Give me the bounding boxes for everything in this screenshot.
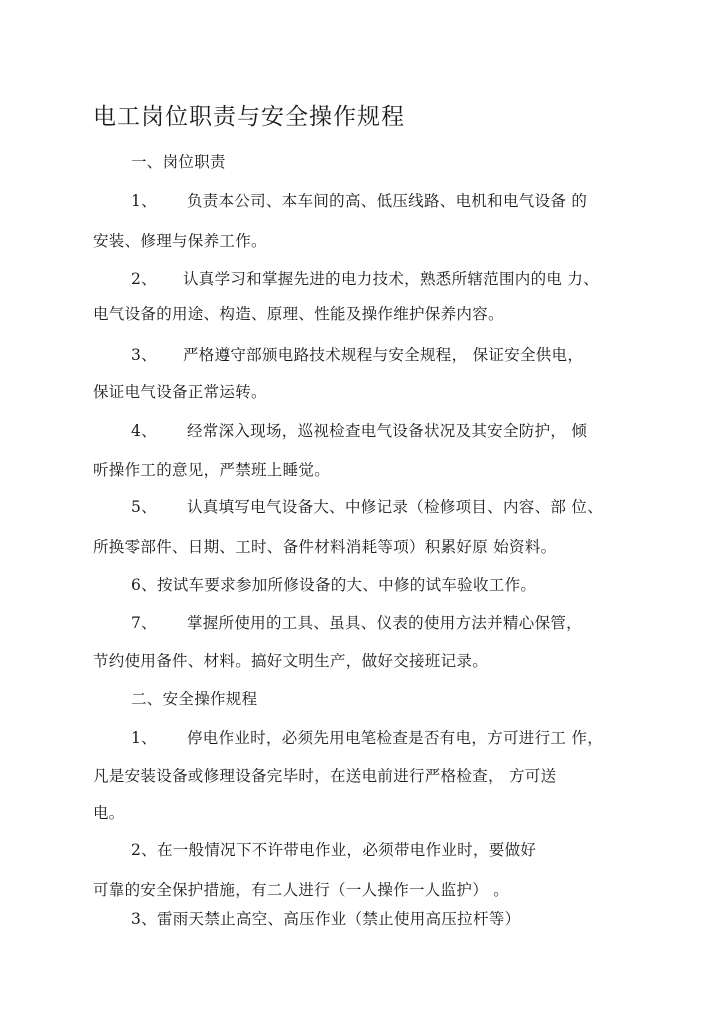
document-title: 电工岗位职责与安全操作规程 [93, 104, 405, 130]
duty-5-line-1 [131, 495, 603, 517]
duty-4-line-1 [131, 419, 587, 441]
section-heading-safety: 二、安全操作规程 [131, 690, 258, 708]
section-heading-duties: 一、岗位职责 [131, 153, 226, 171]
duty-3-line-2: 保证电气设备正常运转。 [93, 383, 267, 401]
duty-3-number: 3、 [131, 346, 157, 364]
duty-2-text: 认真学习和掌握先进的电力技术，熟悉所辖范围内的电 力、 [182, 270, 599, 288]
safety-2-line-1: 2、在一般情况下不许带电作业，必须带电作业时，要做好 [131, 841, 537, 859]
safety-1-line-3: 电。 [93, 804, 125, 822]
duty-2-line-2: 电气设备的用途、构造、原理、性能及操作维护保养内容。 [93, 305, 504, 323]
safety-1-line-1 [131, 726, 603, 748]
safety-1-line-2: 凡是安装设备或修理设备完毕时，在送电前进行严格检查， 方可送 [93, 767, 557, 785]
duty-5-line-2: 所换零部件、日期、工时、备件材料消耗等项）积累好原 始资料。 [93, 538, 557, 556]
duty-6-line-1: 6、按试车要求参加所修设备的大、中修的试车验收工作。 [131, 576, 537, 594]
safety-1-number: 1、 [131, 729, 157, 747]
duty-2-number: 2、 [131, 270, 157, 288]
duty-1-line-2: 安装、修理与保养工作。 [93, 232, 267, 250]
duty-7-line-1 [131, 611, 582, 633]
duty-7-number: 7、 [131, 614, 157, 632]
duty-1-line-1 [131, 189, 587, 211]
duty-5-text: 认真填写电气设备大、中修记录（检修项目、内容、部 位、 [186, 498, 603, 516]
safety-2-line-2: 可靠的安全保护措施，有二人进行（一人操作一人监护） 。 [93, 881, 510, 899]
duty-7-text: 掌握所使用的工具、虽具、仪表的使用方法并精心保管， [186, 614, 582, 632]
duty-3-text: 严格遵守部颁电路技术规程与安全规程， 保证安全供电， [182, 346, 584, 364]
duty-1-text: 负责本公司、本车间的高、低压线路、电机和电气设备 的 [186, 192, 588, 210]
duty-7-line-2: 节约使用备件、材料。搞好文明生产，做好交接班记录。 [93, 652, 489, 670]
duty-3-line-1 [131, 343, 583, 365]
duty-1-number: 1、 [131, 192, 157, 210]
duty-4-number: 4、 [131, 422, 157, 440]
safety-3-line-1: 3、雷雨天禁止高空、高压作业（禁止使用高压拉杆等） [131, 910, 521, 928]
duty-5-number: 5、 [131, 498, 157, 516]
duty-4-text: 经常深入现场，巡视检查电气设备状况及其安全防护， 倾 [186, 422, 588, 440]
safety-1-text: 停电作业时，必须先用电笔检查是否有电，方可进行工 作， [186, 729, 603, 747]
duty-4-line-2: 听操作工的意见，严禁班上睡觉。 [93, 461, 331, 479]
duty-2-line-1 [131, 267, 599, 289]
